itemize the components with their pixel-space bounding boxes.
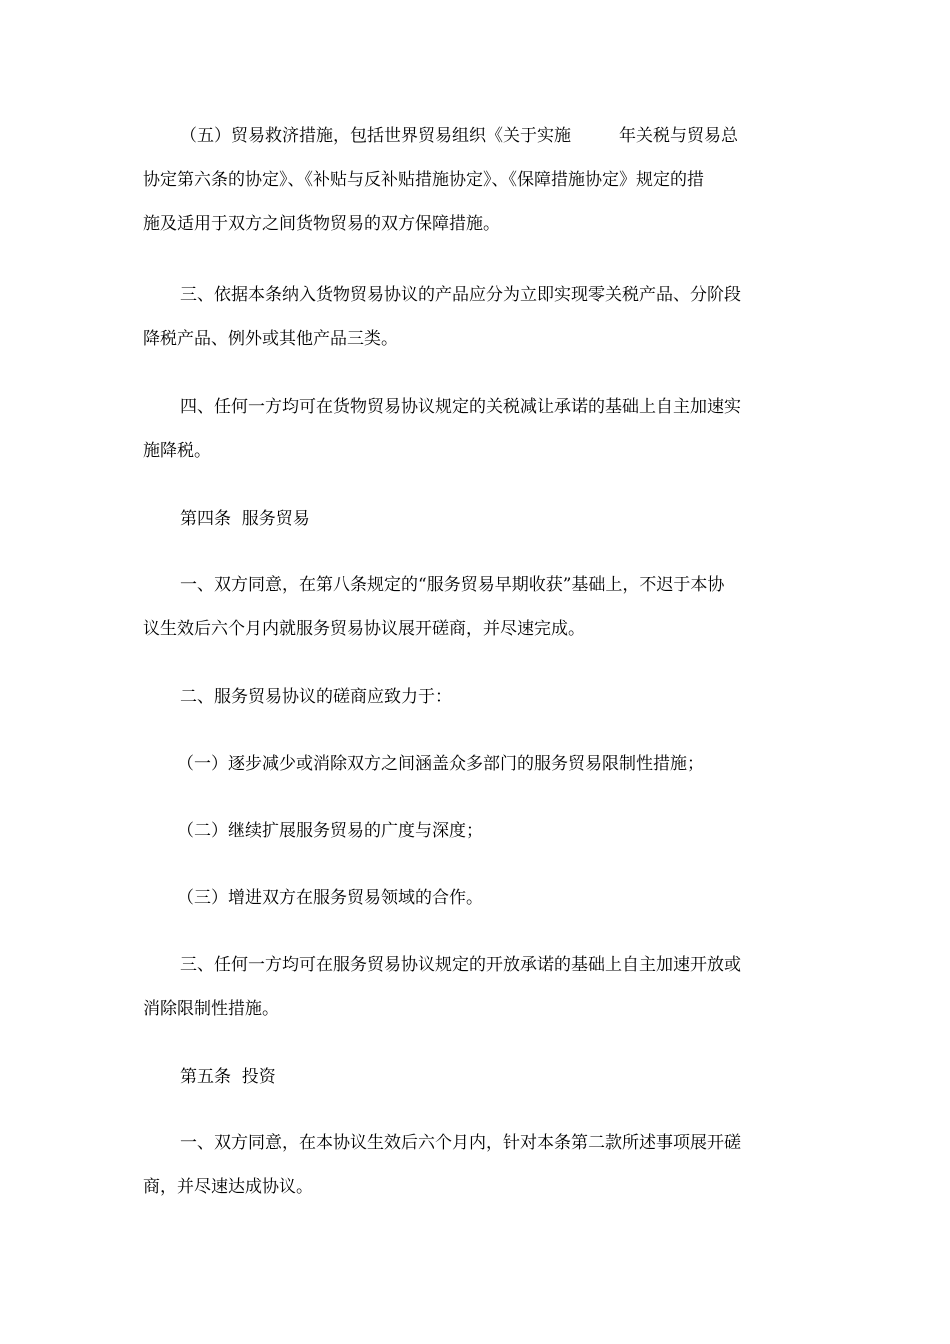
text-line: 二、服务贸易协议的磋商应致力于： [180, 687, 452, 707]
text-line: 议生效后六个月内就服务贸易协议展开磋商，并尽速完成。 [143, 619, 585, 639]
paragraph-product-categories [143, 273, 808, 361]
text-line: 第四条 服务贸易 [180, 509, 310, 529]
article-heading-investment [143, 1055, 808, 1099]
paragraph-accelerated-tax-reduction [143, 385, 808, 473]
paragraph-services-acceleration [143, 943, 808, 1031]
text-line [143, 114, 808, 158]
paragraph-investment-negotiation [143, 1121, 808, 1209]
list-item-goal-1 [143, 742, 808, 786]
text-line: 第五条 投资 [180, 1067, 276, 1087]
text-line: （三）增进双方在服务贸易领域的合作。 [177, 888, 483, 908]
text-line: 三、任何一方均可在服务贸易协议规定的开放承诺的基础上自主加速开放或 [180, 955, 741, 975]
text-segment: （五）贸易救济措施，包括世界贸易组织《关于实施 [180, 126, 571, 146]
text-line: 商，并尽速达成协议。 [143, 1177, 313, 1197]
text-line: 施降税。 [143, 441, 211, 461]
paragraph-services-negotiation [143, 563, 808, 651]
paragraph-trade-remedy [143, 114, 808, 246]
list-item-goal-3 [143, 876, 808, 920]
text-line: 施及适用于双方之间货物贸易的双方保障措施。 [143, 214, 500, 234]
text-line: 降税产品、例外或其他产品三类。 [143, 329, 398, 349]
text-line: 协定第六条的协定》、《补贴与反补贴措施协定》、《保障措施协定》规定的措 [143, 170, 704, 190]
text-line: （二）继续扩展服务贸易的广度与深度； [177, 821, 483, 841]
text-line: 一、双方同意，在第八条规定的“服务贸易早期收获”基础上，不迟于本协 [180, 575, 725, 595]
text-line: 消除限制性措施。 [143, 999, 279, 1019]
article-heading-services [143, 497, 808, 541]
text-line: （一）逐步减少或消除双方之间涵盖众多部门的服务贸易限制性措施； [177, 754, 704, 774]
text-line: 一、双方同意，在本协议生效后六个月内，针对本条第二款所述事项展开磋 [180, 1133, 741, 1153]
text-line: 三、依据本条纳入货物贸易协议的产品应分为立即实现零关税产品、分阶段 [180, 285, 741, 305]
text-segment: 年关税与贸易总 [619, 126, 738, 146]
list-item-goal-2 [143, 809, 808, 853]
paragraph-negotiation-goals [143, 675, 808, 719]
text-line: 四、任何一方均可在货物贸易协议规定的关税减让承诺的基础上自主加速实 [180, 397, 741, 417]
